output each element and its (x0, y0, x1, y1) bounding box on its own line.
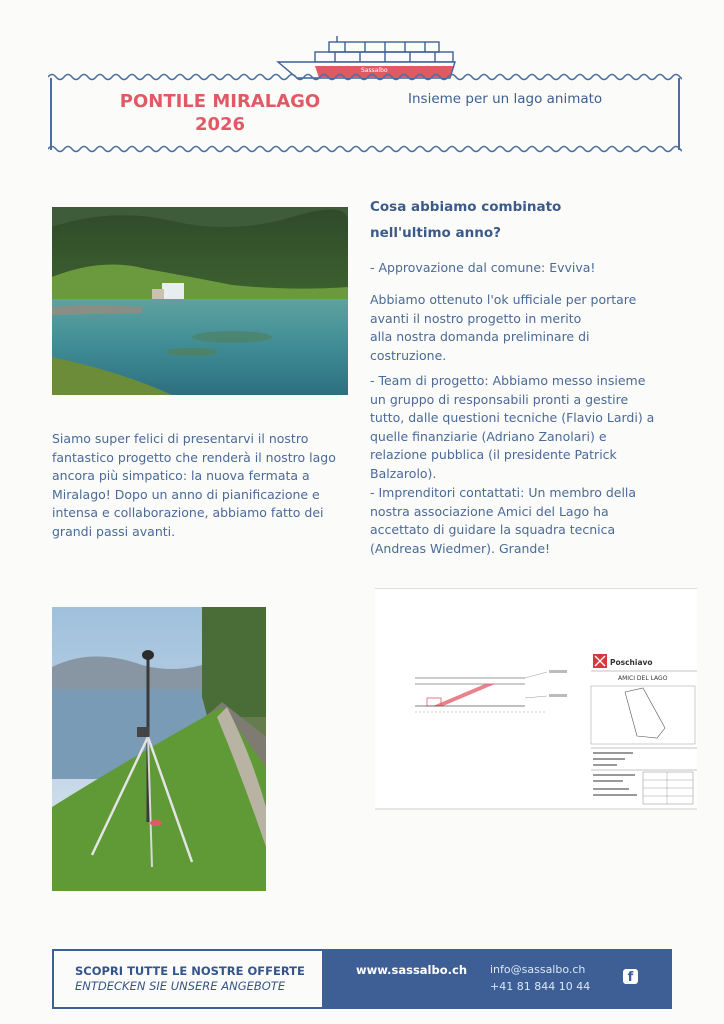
plan-association: AMICI DEL LAGO (618, 675, 668, 682)
footer-contact-bar (324, 949, 672, 1009)
footer-phone[interactable]: +41 81 844 10 44 (490, 980, 591, 993)
footer-offer-german[interactable]: ENTDECKEN SIE UNSERE ANGEBOTE (75, 979, 286, 993)
paragraph-approval: - Approvazione dal comune: Evviva! (370, 260, 596, 275)
lake-photo (52, 207, 348, 395)
intro-paragraph: Siamo super felici di presentarvi il nostro fantastico progetto che renderà il nostro lago ancora più simpatico: la nuova fermata a Miralago! Dopo un anno di pianificazione e intensa e collaborazione, abbiamo fatto dei grandi passi avanti. (52, 431, 336, 539)
wave-top-divider (48, 70, 682, 84)
footer-offer-italian[interactable]: SCOPRI TUTTE LE NOSTRE OFFERTE (75, 964, 305, 978)
survey-photo (52, 607, 266, 891)
ship-name: Sassalbo (361, 67, 388, 74)
footer-email-link[interactable]: info@sassalbo.ch (490, 963, 586, 976)
page-title: PONTILE MIRALAGO 2026 (119, 91, 321, 135)
construction-plan (375, 588, 697, 810)
paragraph-team: - Team di progetto: Abbiamo messo insieme un gruppo di responsabili pronti a gestire tutto, dalle questioni tecniche (Flavio Lardi) a quelle finanziarie (Adriano Zanolari) e relazione pubblica (il presidente Patrick Balzarolo). (370, 373, 655, 481)
paragraph-ok: Abbiamo ottenuto l'ok ufficiale per portare avanti il nostro progetto in merito alla nostra domanda preliminare di costruzione. (370, 292, 637, 363)
wave-bottom-divider (48, 142, 682, 156)
footer-website-link[interactable]: www.sassalbo.ch (356, 963, 468, 977)
tagline: Insieme per un lago animato (408, 91, 603, 107)
section-heading: Cosa abbiamo combinato nell'ultimo anno? (370, 199, 562, 241)
plan-municipality: Poschiavo (610, 658, 653, 667)
facebook-icon[interactable]: f (623, 969, 638, 984)
paragraph-contractors: - Imprenditori contattati: Un membro della nostra associazione Amici del Lago ha accettato di guidare la squadra tecnica (Andreas Wiedmer). Grande! (370, 485, 637, 556)
